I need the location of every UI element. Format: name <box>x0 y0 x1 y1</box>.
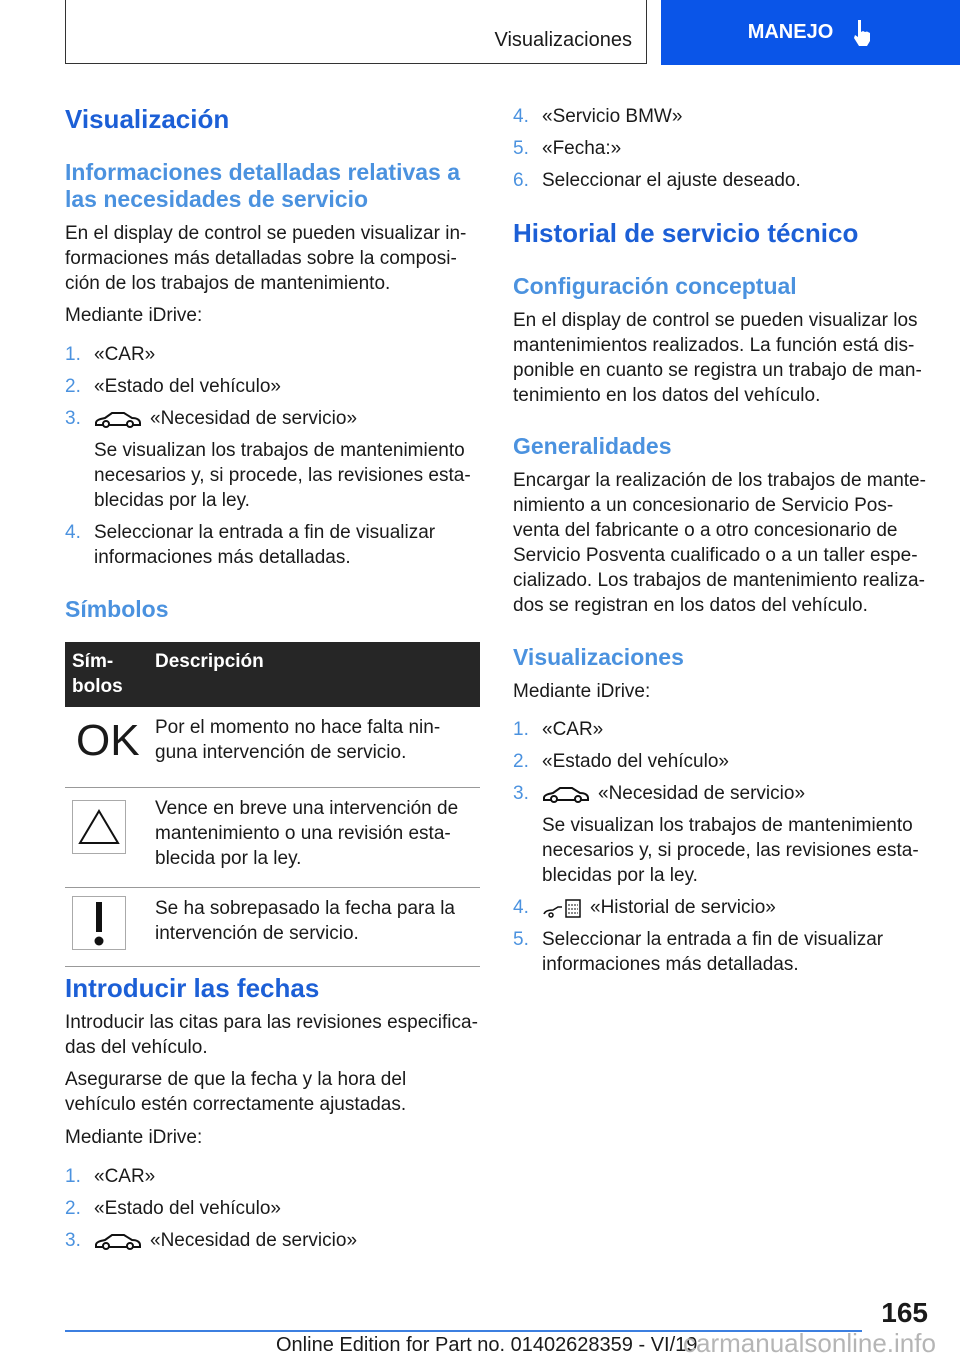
item-number: 4. <box>513 106 529 127</box>
pointing-hand-icon <box>851 19 873 47</box>
watermark: carmanualsonline.info <box>683 1328 936 1358</box>
heading-simbolos: Símbolos <box>65 596 169 622</box>
item-text: «Servicio BMW» <box>542 106 683 127</box>
item-text: «CAR» <box>542 719 604 740</box>
item-text: «Necesidad de servicio» <box>598 783 806 804</box>
edition-text: Online Edition for Part no. 01402628359 - VI/19 <box>276 1334 698 1356</box>
item-text: «Estado del vehículo» <box>94 1198 281 1219</box>
item-number: 2. <box>65 1198 81 1219</box>
table-row <box>65 888 480 967</box>
car-icon <box>94 1231 142 1251</box>
symbol-description: Vence en breve una intervención de mantenimiento o una revisión establecida por la ley. <box>148 788 480 888</box>
heading-configuracion: Configuración conceptual <box>513 273 797 299</box>
item-text: Seleccionar la entrada a fin de visualizar informaciones más detalladas. <box>94 522 436 568</box>
item-text: Seleccionar el ajuste deseado. <box>542 170 801 191</box>
item-description: Se visualizan los trabajos de mantenimiento necesarios y, si procede, las revisiones establecidas por la ley. <box>94 440 471 511</box>
car-icon <box>542 784 590 804</box>
item-text: «Estado del vehículo» <box>94 376 281 397</box>
item-description: Se visualizan los trabajos de mantenimiento necesarios y, si procede, las revisiones establecidas por la ley. <box>542 815 919 886</box>
column-header: Símbolos <box>65 642 148 707</box>
ok-symbol: OK <box>76 716 140 765</box>
car-icon <box>94 409 142 429</box>
paragraph: En el display de control se pueden visualizar informaciones más detalladas sobre la composición de los trabajos de mantenimiento. <box>65 223 467 294</box>
item-number: 1. <box>513 719 529 740</box>
symbol-description: Por el momento no hace falta ninguna intervención de servicio. <box>148 707 480 788</box>
list-item <box>65 342 480 367</box>
steps-list <box>65 342 480 570</box>
item-text: «Fecha:» <box>542 138 622 159</box>
item-number: 3. <box>65 1230 81 1251</box>
header-box <box>65 0 647 64</box>
list-item <box>65 520 480 570</box>
item-text: «Necesidad de servicio» <box>150 1230 358 1251</box>
list-item <box>513 717 928 742</box>
item-number: 5. <box>513 929 529 950</box>
item-text: «Historial de servicio» <box>590 897 776 918</box>
heading-visualizacion: Visualización <box>65 104 230 134</box>
list-item <box>513 781 928 806</box>
paragraph: Encargar la realización de los trabajos de mantenimiento a un concesionario de Servicio Posventa del fabricante o a otro concesionario de Servicio Posventa cualificado o a un taller especializado. Los trabajos de mantenimiento realizados se registran en los datos del vehículo. <box>513 470 926 616</box>
item-text: Seleccionar la entrada a fin de visualizar informaciones más detalladas. <box>542 929 884 975</box>
symbol-description: Se ha sobrepasado la fecha para la intervención de servicio. <box>148 888 480 967</box>
warning-triangle-icon <box>72 800 126 854</box>
item-number: 3. <box>513 783 529 804</box>
list-item <box>513 749 928 774</box>
list-item <box>65 1196 480 1221</box>
list-item <box>513 927 928 977</box>
heading-introducir-fechas: Introducir las fechas <box>65 973 320 1003</box>
heading-visualizaciones: Visualizaciones <box>513 644 684 670</box>
item-number: 2. <box>65 376 81 397</box>
item-number: 3. <box>65 408 81 429</box>
paragraph: Introducir las citas para las revisiones especificadas del vehículo. <box>65 1012 478 1058</box>
table-row <box>65 707 480 788</box>
steps-list <box>513 717 928 977</box>
list-item <box>513 104 928 129</box>
item-text: «Necesidad de servicio» <box>150 408 358 429</box>
symbols-table <box>65 642 480 967</box>
section-title: Visualizaciones <box>494 29 632 51</box>
paragraph: Mediante iDrive: <box>65 1127 203 1148</box>
chapter-tab[interactable] <box>661 0 960 65</box>
chapter-tab-label: MANEJO <box>747 21 834 43</box>
column-header: Descripción <box>148 642 480 707</box>
list-item <box>513 895 928 920</box>
list-item <box>513 136 928 161</box>
list-item <box>65 1228 480 1253</box>
paragraph: En el display de control se pueden visualizar los mantenimientos realizados. La función está disponible en cuanto se registra un trabajo de mantenimiento en los datos del vehículo. <box>513 310 922 406</box>
steps-list <box>513 104 928 193</box>
heading-informaciones: Informaciones detalladas relativas a las necesidades de servicio <box>65 159 461 212</box>
item-number: 1. <box>65 1166 81 1187</box>
heading-generalidades: Generalidades <box>513 433 672 459</box>
list-item <box>513 168 928 193</box>
item-text: «CAR» <box>94 344 156 365</box>
item-number: 5. <box>513 138 529 159</box>
item-text: «Estado del vehículo» <box>542 751 729 772</box>
list-item <box>65 1164 480 1189</box>
page-number: 165 <box>881 1297 928 1328</box>
service-history-icon <box>542 897 582 919</box>
steps-list <box>65 1164 480 1253</box>
item-number: 4. <box>65 522 81 543</box>
table-row <box>65 788 480 888</box>
paragraph: Asegurarse de que la fecha y la hora del vehículo estén correctamente ajustadas. <box>65 1069 407 1115</box>
exclamation-icon <box>72 896 126 950</box>
list-item <box>65 374 480 399</box>
paragraph: Mediante iDrive: <box>513 681 651 702</box>
item-number: 1. <box>65 344 81 365</box>
paragraph: Mediante iDrive: <box>65 305 203 326</box>
item-number: 6. <box>513 170 529 191</box>
item-text: «CAR» <box>94 1166 156 1187</box>
list-item <box>65 406 480 431</box>
item-number: 4. <box>513 897 529 918</box>
heading-historial: Historial de servicio técnico <box>513 218 859 248</box>
item-number: 2. <box>513 751 529 772</box>
